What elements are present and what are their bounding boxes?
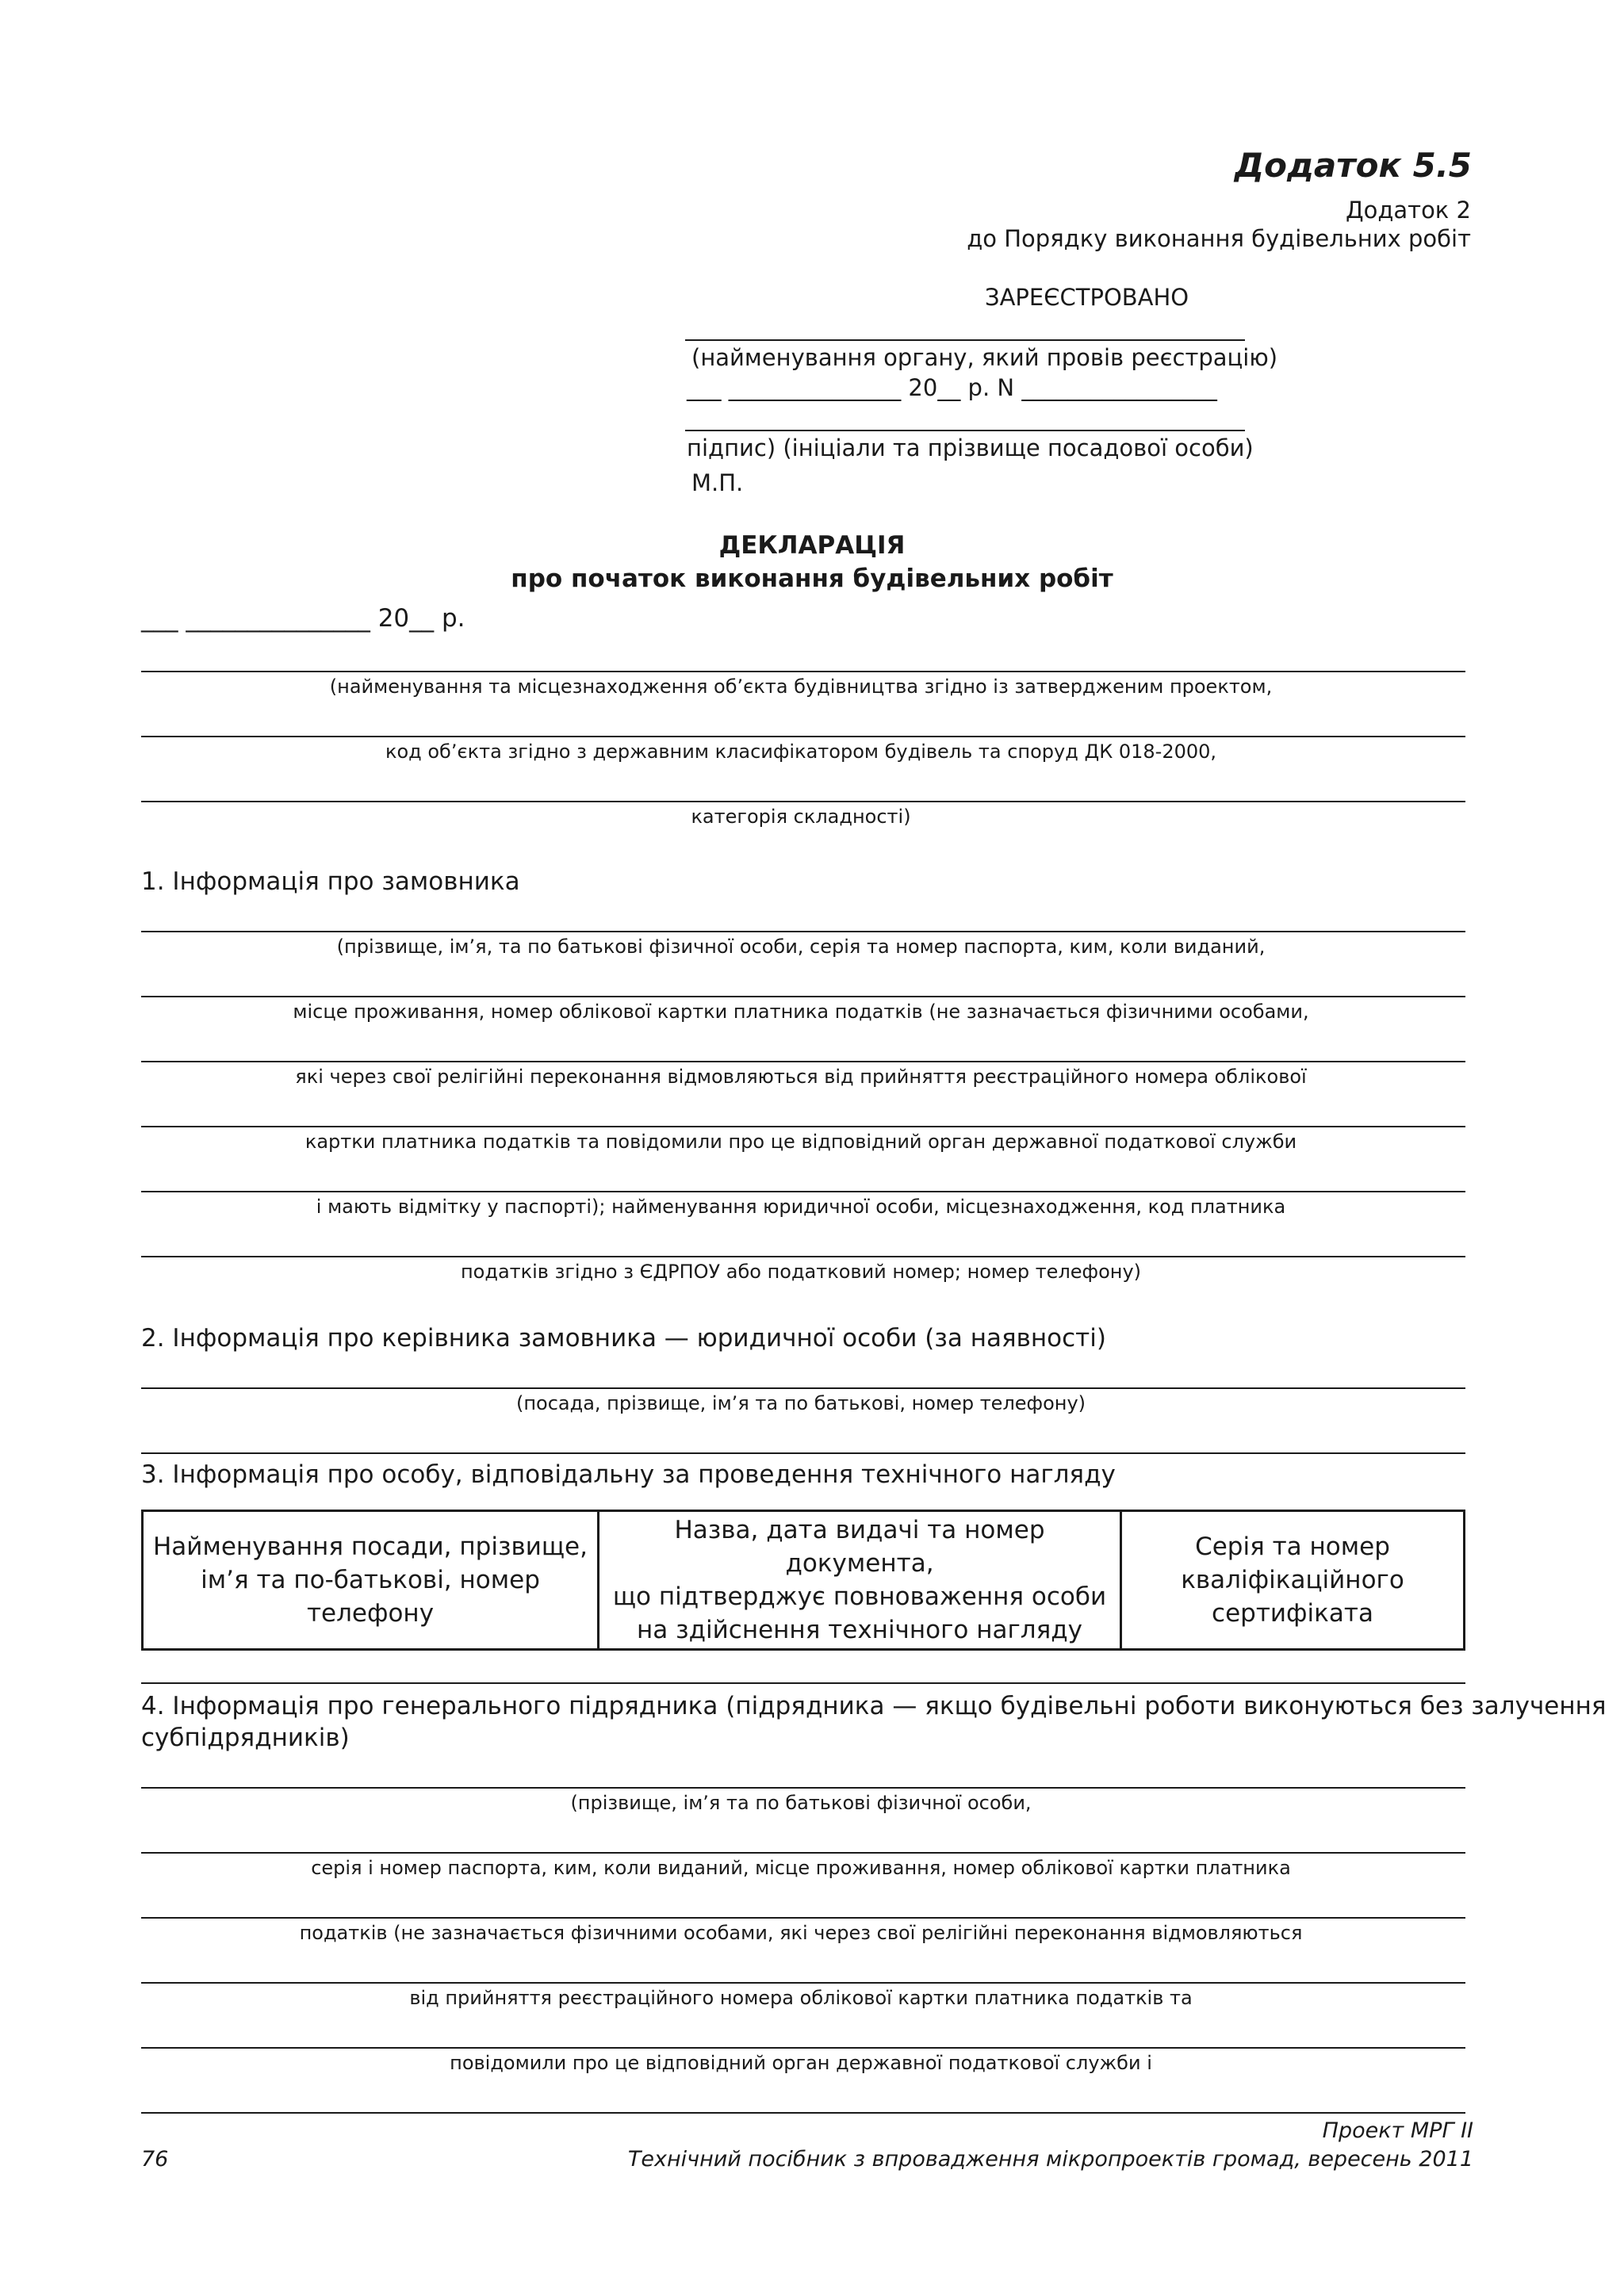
table-header-position: Найменування посади, прізвище, ім’я та по-батькові, номер телефону (143, 1511, 599, 1650)
declaration-date: ___ _______________ 20__ р. (141, 604, 465, 633)
section2-line-2 (141, 1452, 1465, 1454)
section1-line-2 (141, 996, 1465, 997)
section1-heading: 1. Інформація про замовника (141, 867, 520, 896)
supervision-table (141, 1510, 1465, 1651)
section4-line-5 (141, 2047, 1465, 2049)
registration-signature-hint: підпис) (ініціали та прізвище посадової особи) (687, 434, 1254, 461)
section1-hint-3: які через свої релігійні переконання відмовляються від прийняття реєстраційного номера облікової (295, 1066, 1307, 1088)
seal-label: М.П. (691, 469, 744, 496)
table-header-certificate: Серія та номер кваліфікаційного сертифіката (1121, 1511, 1465, 1650)
section4-heading-line1: 4. Інформація про генерального підрядника (підрядника — якщо будівельні роботи виконуються без залучення (141, 1692, 1607, 1720)
section4-line-3 (141, 1917, 1465, 1919)
section1-hint-6: податків згідно з ЄДРПОУ або податковий номер; номер телефону) (460, 1261, 1142, 1283)
object-hint-3: категорія складності) (691, 806, 911, 828)
section4-hint-2: серія і номер паспорта, ким, коли виданий, місце проживання, номер облікової картки платника (311, 1857, 1291, 1879)
section4-top-line (141, 1682, 1465, 1684)
section1-line-6 (141, 1256, 1465, 1257)
object-line-1 (141, 671, 1465, 672)
section4-hint-4: від прийняття реєстраційного номера облікової картки платника податків та (409, 1987, 1193, 2009)
footer-project: Проект МРГ ІІ (1322, 2118, 1473, 2143)
section1-hint-2: місце проживання, номер облікової картки платника податків (не зазначається фізичними особами, (293, 1001, 1309, 1023)
registration-signature-line (685, 430, 1245, 431)
section2-line-1 (141, 1387, 1465, 1389)
object-hint-2: код об’єкта згідно з державним класифікатором будівель та споруд ДК 018-2000, (385, 740, 1217, 763)
section4-heading-line2: субпідрядників) (141, 1724, 350, 1752)
section4-line-1 (141, 1787, 1465, 1789)
section1-hint-1: (прізвище, ім’я, та по батькові фізичної особи, серія та номер паспорта, ким, коли виданий, (336, 936, 1266, 958)
object-hint-1: (найменування та місцезнаходження об’єкта будівництва згідно із затвердженим проектом, (329, 675, 1273, 698)
section4-hint-5: повідомили про це відповідний орган державної податкової служби і (450, 2052, 1152, 2074)
section3-heading: 3. Інформація про особу, відповідальну за проведення технічного нагляду (141, 1460, 1116, 1489)
declaration-title: ДЕКЛАРАЦІЯ (718, 531, 906, 560)
section4-line-4 (141, 1982, 1465, 1984)
footer-rule (141, 2112, 1465, 2114)
object-line-2 (141, 736, 1465, 737)
section4-line-2 (141, 1852, 1465, 1854)
table-row (143, 1511, 1465, 1650)
section2-hint: (посада, прізвище, ім’я та по батькові, номер телефону) (515, 1392, 1086, 1414)
footer-page-number: 76 (141, 2147, 169, 2172)
section2-heading: 2. Інформація про керівника замовника — юридичної особи (за наявності) (141, 1324, 1106, 1353)
appendix-ref-to: до Порядку виконання будівельних робіт (967, 225, 1471, 252)
footer-publication: Технічний посібник з впровадження мікропроектів громад, вересень 2011 (627, 2147, 1473, 2172)
section1-line-4 (141, 1126, 1465, 1127)
appendix-ref: Додаток 2 (1345, 197, 1471, 224)
section1-hint-5: і мають відмітку у паспорті); найменування юридичної особи, місцезнаходження, код платника (316, 1196, 1286, 1218)
declaration-subtitle: про початок виконання будівельних робіт (511, 564, 1113, 593)
registration-date-line: ___ _______________ 20__ р. N _________________ (687, 374, 1217, 401)
section1-line-5 (141, 1191, 1465, 1192)
registered-label: ЗАРЕЄСТРОВАНО (985, 284, 1189, 311)
object-line-3 (141, 801, 1465, 802)
section1-line-1 (141, 931, 1465, 932)
appendix-title: Додаток 5.5 (1234, 146, 1472, 185)
section1-hint-4: картки платника податків та повідомили про це відповідний орган державної податкової служби (304, 1131, 1297, 1153)
registration-body-hint: (найменування органу, який провів реєстрацію) (691, 344, 1278, 371)
section4-hint-3: податків (не зазначається фізичними особами, які через свої релігійні переконання відмовляються (299, 1922, 1303, 1944)
section1-line-3 (141, 1061, 1465, 1062)
table-header-document: Назва, дата видачі та номер документа, що підтверджує повноваження особи на здійснення технічного нагляду (599, 1511, 1121, 1650)
registration-body-line (685, 339, 1245, 341)
section4-hint-1: (прізвище, ім’я та по батькові фізичної особи, (570, 1792, 1032, 1814)
